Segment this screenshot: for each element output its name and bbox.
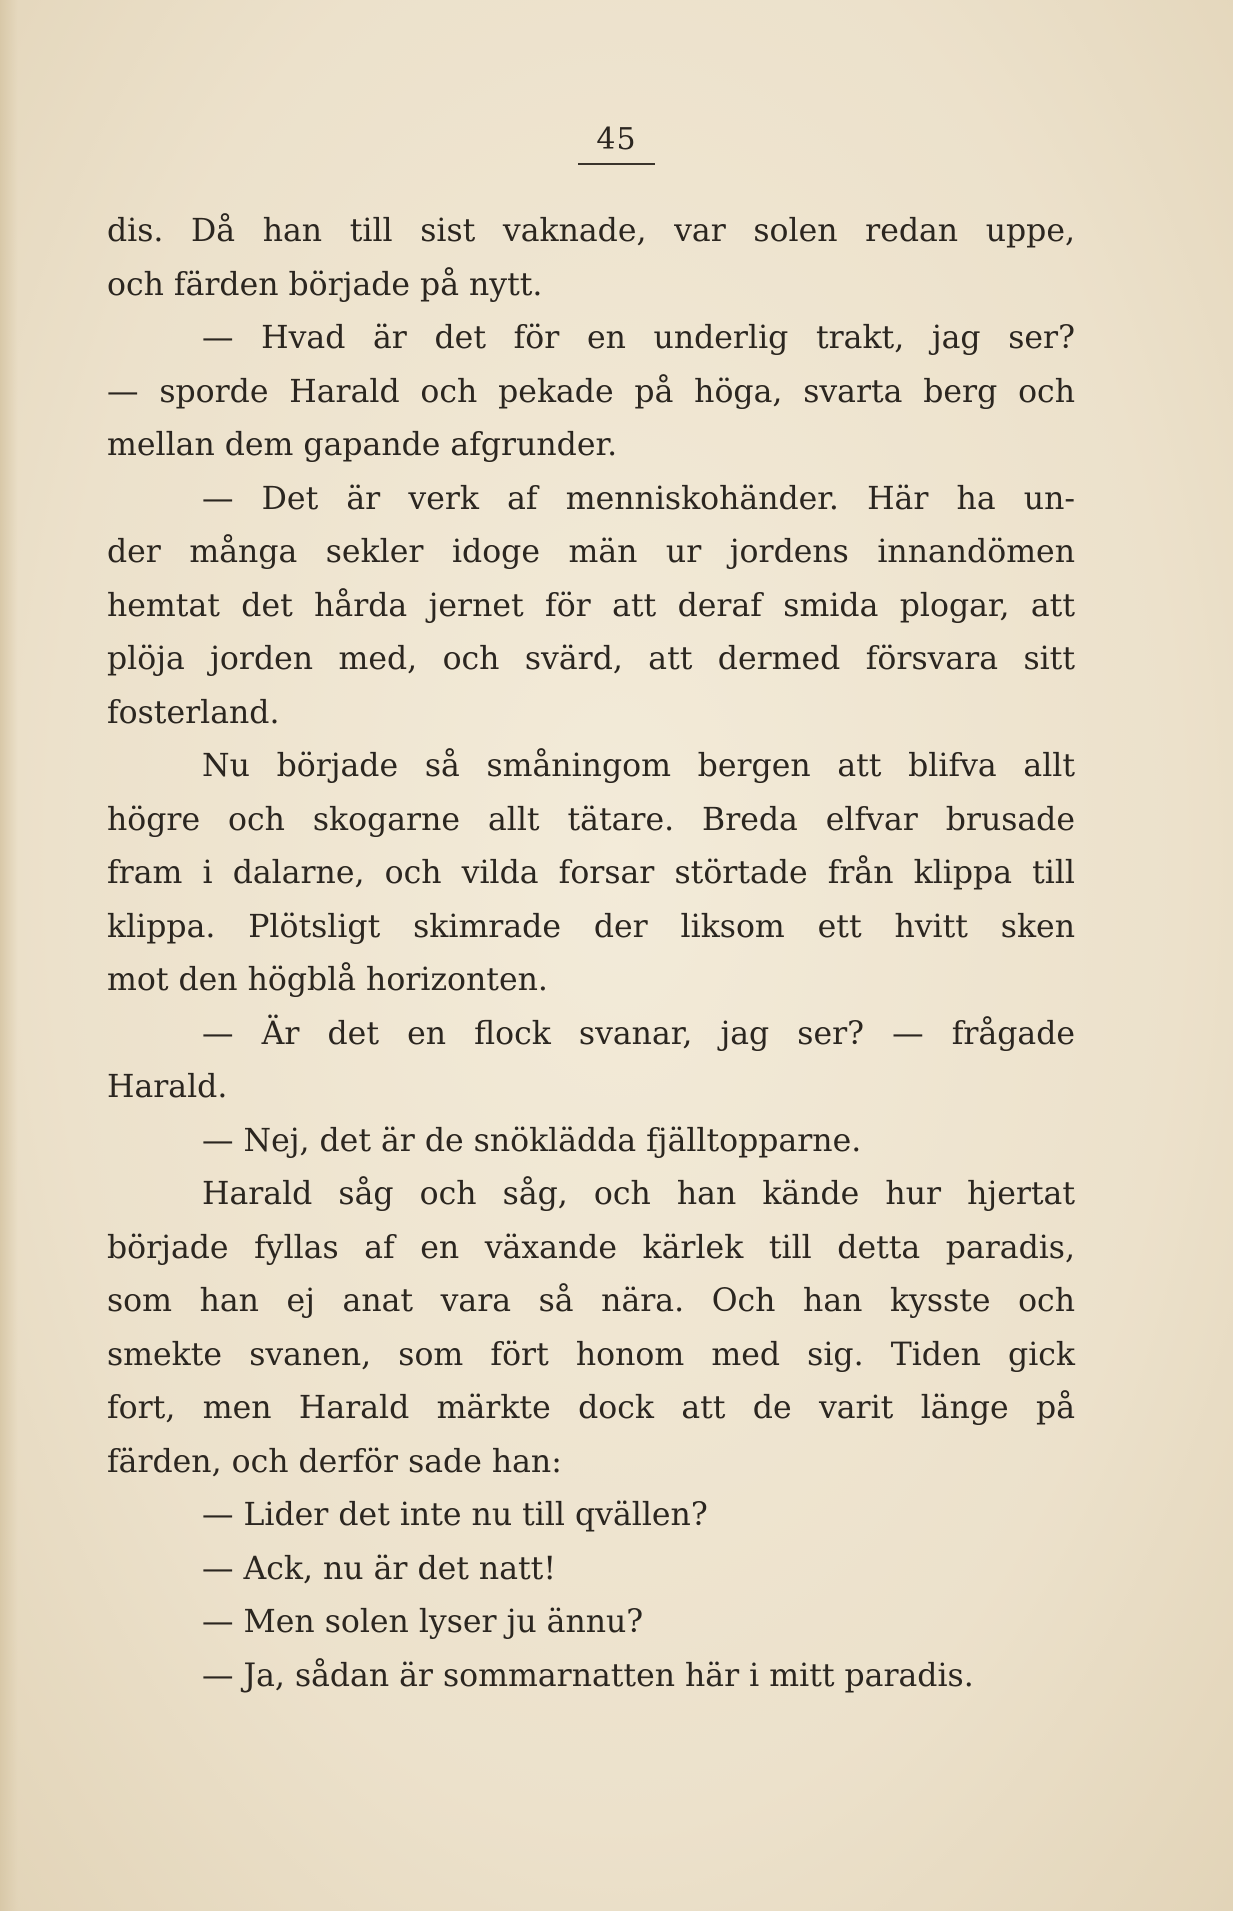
text-line: fosterland. [107,694,280,731]
text-line: Nu började så småningom bergen att blifva allt [202,748,1075,784]
page-number [0,122,1233,165]
text-line: smekte svanen, som fört honom med sig. Tiden gick [107,1336,1075,1373]
text-line: — sporde Harald och pekade på höga, svarta berg och [107,373,1075,410]
text-line: — Nej, det är de snöklädda fjälltopparne. [202,1122,862,1159]
text-line: som han ej anat vara så nära. Och han kysste och [107,1283,1075,1319]
text-line: mellan dem gapande afgrunder. [107,427,618,463]
text-line: högre och skogarne allt tätare. Breda elfvar brusade [107,801,1075,838]
page-number-text: 45 [578,122,654,165]
text-line: hemtat det hårda jernet för att deraf smida plogar, att [107,587,1075,624]
text-line: plöja jorden med, och svärd, att dermed försvara sitt [107,641,1075,677]
text-line: klippa. Plötsligt skimrade der liksom ett hvitt sken [107,908,1075,945]
text-line: och färden började på nytt. [107,266,543,303]
text-line: — Det är verk af menniskohänder. Här ha un- [202,480,1075,517]
text-line: fort, men Harald märkte dock att de varit länge på [107,1390,1075,1426]
text-line: färden, och derför sade han: [107,1443,562,1480]
page-edge-shadow [0,0,18,1911]
body-text [107,205,1075,1703]
text-line: fram i dalarne, och vilda forsar störtade från klippa till [107,855,1075,891]
text-line: — Är det en flock svanar, jag ser? — frågade [202,1015,1075,1052]
text-line: — Ja, sådan är sommarnatten här i mitt paradis. [202,1657,974,1694]
text-line: — Ack, nu är det natt! [202,1550,556,1587]
text-line: började fyllas af en växande kärlek till detta paradis, [107,1229,1075,1266]
text-line: — Men solen lyser ju ännu? [202,1604,644,1640]
text-line: — Lider det inte nu till qvällen? [202,1497,708,1533]
text-line: der många sekler idoge män ur jordens innandömen [107,534,1075,570]
text-line: mot den högblå horizonten. [107,962,548,998]
text-line: — Hvad är det för en underlig trakt, jag ser? [202,320,1075,356]
text-line: dis. Då han till sist vaknade, var solen redan uppe, [107,213,1075,249]
text-line: Harald. [107,1069,228,1105]
text-line: Harald såg och såg, och han kände hur hjertat [202,1176,1075,1212]
